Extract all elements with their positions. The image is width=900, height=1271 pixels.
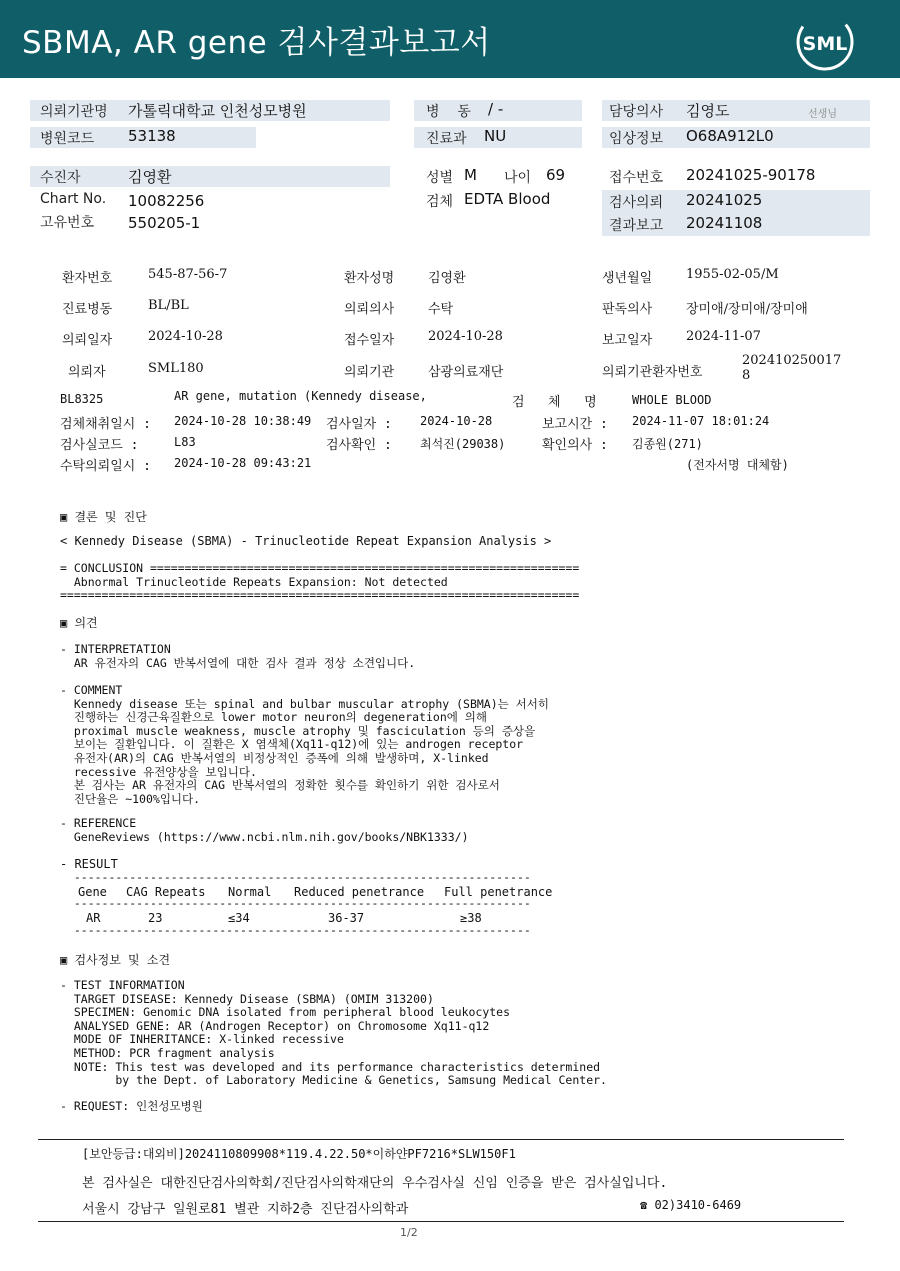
result-rule-mid: ------------------------------------------------------------------: [60, 896, 531, 910]
detail-value: 2024-10-28: [148, 329, 223, 344]
sml-logo: [795, 12, 855, 72]
reference-block: [60, 817, 469, 844]
receipt-value: 20241025-90178: [686, 166, 816, 184]
comment-line: 유전자(AR)의 CAG 반복서열의 비정상적인 증폭에 의해 발생하며, X-linked: [60, 750, 489, 765]
detail-value: SML180: [148, 361, 204, 376]
detail-label: 의뢰기관환자번호: [602, 365, 703, 380]
patient-label: 수진자: [40, 170, 81, 186]
chart-value: 10082256: [128, 192, 205, 210]
security-line: [보안등급:대외비]2024110809908*119.4.22.50*이하얀PF7216*SLW150F1: [82, 1147, 516, 1161]
footer-divider-top: [38, 1139, 844, 1140]
patient-value: 김영환: [128, 168, 172, 186]
comment-line: - COMMENT: [60, 683, 123, 697]
ward-value: / -: [488, 100, 504, 118]
chart-label: Chart No.: [40, 191, 107, 207]
comment-block: [60, 684, 549, 806]
confirmdoc-label: 확인의사 :: [542, 438, 608, 453]
age-label: 나이: [504, 170, 532, 186]
testinfo-line: ANALYSED GENE: AR (Androgen Receptor) on Chromosome Xq11-q12: [60, 1018, 490, 1033]
detail-label: 의뢰자: [68, 365, 106, 380]
doctor-label: 담당의사: [609, 104, 664, 120]
detail-label: 의뢰일자: [62, 333, 113, 348]
comment-line: recessive 유전양상을 보입니다.: [60, 764, 257, 779]
sex-value: M: [464, 166, 477, 184]
section-testinfo-heading: ▣ 검사정보 및 소견: [60, 953, 171, 967]
detail-label: 보고일자: [602, 333, 653, 348]
report-title-line: < Kennedy Disease (SBMA) - Trinucleotide Repeat Expansion Analysis >: [60, 534, 552, 548]
conclusion-block: [60, 562, 579, 603]
interpretation-block: [60, 643, 415, 670]
age-value: 69: [546, 166, 566, 184]
comment-line: proximal muscle weakness, muscle atrophy 및 fasciculation 등의 증상을: [60, 723, 536, 738]
detail-value: 삼광의료재단: [428, 365, 504, 380]
unique-value: 550205-1: [128, 214, 201, 232]
reference-line: GeneReviews (https://www.ncbi.nlm.nih.gov/books/NBK1333/): [60, 829, 469, 844]
phone-line: ☎ 02)3410-6469: [640, 1198, 742, 1212]
consign-label: 수탁의뢰일시 :: [60, 459, 152, 474]
ward-label: 병 동: [426, 104, 471, 120]
detail-value: 장미애/장미애/장미애: [686, 302, 808, 317]
esign-note: (전자서명 대체함): [686, 458, 789, 472]
testinfo-line: MODE OF INHERITANCE: X-linked recessive: [60, 1032, 344, 1047]
result-cell-gene: AR: [86, 911, 101, 925]
testinfo-line: SPECIMEN: Genomic DNA isolated from peripheral blood leukocytes: [60, 1005, 511, 1020]
page-number: 1/2: [400, 1226, 418, 1239]
conclusion-line: Abnormal Trinucleotide Repeats Expansion: Not detected: [60, 574, 448, 589]
result-rule-bottom: ------------------------------------------------------------------: [60, 923, 531, 937]
confirm-label: 검사확인 :: [326, 438, 392, 453]
detail-value: 수탁: [428, 302, 454, 317]
detail-value: 2024-10-28: [428, 329, 503, 344]
footer-divider-bottom: [38, 1221, 844, 1222]
result-col-reduced: Reduced penetrance: [294, 885, 425, 899]
dept-value: NU: [484, 127, 507, 145]
dept-label: 진료과: [426, 131, 467, 147]
testinfo-line: by the Dept. of Laboratory Medicine & Genetics, Samsung Medical Center.: [60, 1073, 607, 1088]
code-label: 병원코드: [40, 131, 95, 147]
conclusion-line: ===========================================================================: [60, 588, 580, 603]
consign-value: 2024-10-28 09:43:21: [174, 456, 312, 470]
request-label: 검사의뢰: [609, 195, 664, 211]
result-cell-cag: 23: [148, 911, 163, 925]
detail-value: 8: [742, 368, 751, 383]
sex-label: 성별: [426, 170, 454, 186]
reporttime-value: 2024-11-07 18:01:24: [632, 414, 770, 428]
doctor-value: 김영도: [686, 102, 730, 120]
result-rule-top: ------------------------------------------------------------------: [60, 870, 531, 884]
comment-line: Kennedy disease 또는 spinal and bulbar muscular atrophy (SBMA)는 서서히: [60, 696, 549, 711]
report-title: SBMA, AR gene 검사결과보고서: [22, 25, 491, 61]
address-line: 서울시 강남구 일원로81 별관 지하2층 진단검사의학과: [82, 1202, 409, 1217]
testinfo-line: METHOD: PCR fragment analysis: [60, 1045, 275, 1060]
collect-label: 검체채취일시 :: [60, 417, 152, 432]
report-header: [0, 0, 900, 78]
clinical-value: O68A912L0: [686, 127, 774, 145]
specimen-label: 검체: [426, 194, 454, 210]
testinfo-block: [60, 979, 607, 1088]
detail-label: 환자성명: [344, 271, 395, 286]
collect-value: 2024-10-28 10:38:49: [174, 414, 312, 428]
labcode-label: 검사실코드 :: [60, 438, 139, 453]
detail-value: 545-87-56-7: [148, 267, 228, 282]
testinfo-line: TARGET DISEASE: Kennedy Disease (SBMA) (OMIM 313200): [60, 991, 434, 1006]
test-name: AR gene, mutation (Kennedy disease,: [174, 389, 427, 403]
inst-value: 가톨릭대학교 인천성모병원: [128, 102, 307, 120]
unique-label: 고유번호: [40, 215, 95, 231]
detail-label: 판독의사: [602, 302, 653, 317]
confirm-value: 최석진(29038): [420, 437, 506, 451]
test-code: BL8325: [60, 392, 104, 406]
request-value: 20241025: [686, 191, 763, 209]
labcode-value: L83: [174, 435, 196, 449]
report-value: 20241108: [686, 214, 763, 232]
comment-line: 본 검사는 AR 유전자의 CAG 반복서열의 정확한 횟수를 확인하기 위한 검사로서: [60, 778, 500, 793]
result-cell-reduced: 36-37: [328, 911, 365, 925]
detail-value: 202410250017: [742, 353, 842, 368]
specimen-value: EDTA Blood: [464, 190, 551, 208]
detail-label: 접수일자: [344, 333, 395, 348]
testinfo-line: - TEST INFORMATION: [60, 978, 185, 992]
reporttime-label: 보고시간 :: [542, 417, 608, 432]
reference-line: - REFERENCE: [60, 816, 137, 830]
certification-line: 본 검사실은 대한진단검사의학회/진단검사의학재단의 우수검사실 신임 인증을 받은 검사실입니다.: [82, 1176, 668, 1191]
detail-label: 의뢰의사: [344, 302, 395, 317]
detail-value: 김영환: [428, 271, 466, 286]
clinical-label: 임상정보: [609, 131, 664, 147]
code-value: 53138: [128, 127, 176, 145]
interpretation-line: AR 유전자의 CAG 반복서열에 대한 검사 결과 정상 소견입니다.: [60, 655, 416, 670]
result-col-full: Full penetrance: [444, 885, 553, 899]
detail-label: 생년월일: [602, 271, 653, 286]
result-col-gene: Gene: [78, 885, 107, 899]
inst-label: 의뢰기관명: [40, 104, 108, 120]
testdate-value: 2024-10-28: [420, 414, 493, 428]
section-conclusion-heading: ▣ 결론 및 진단: [60, 510, 147, 524]
detail-value: 2024-11-07: [686, 329, 761, 344]
result-heading: - RESULT: [60, 857, 118, 871]
detail-label: 환자번호: [62, 271, 113, 286]
patient-box: [30, 166, 390, 187]
detail-label: 진료병동: [62, 302, 113, 317]
result-cell-normal: ≤34: [228, 911, 250, 925]
section-opinion-heading: ▣ 의견: [60, 616, 98, 630]
testdate-label: 검사일자 :: [326, 417, 392, 432]
doctor-suffix: 선생님: [808, 109, 837, 120]
result-col-cag: CAG Repeats: [126, 885, 206, 899]
report-label: 결과보고: [609, 218, 664, 234]
logo-text: SML: [802, 33, 848, 55]
specimen-name-label: 검 체 명: [512, 395, 597, 410]
detail-value: 1955-02-05/M: [686, 267, 779, 282]
detail-value: BL/BL: [148, 298, 189, 313]
request-line: - REQUEST: 인천성모병원: [60, 1099, 203, 1113]
receipt-label: 접수번호: [609, 170, 664, 186]
interpretation-line: - INTERPRETATION: [60, 642, 171, 656]
detail-label: 의뢰기관: [344, 365, 395, 380]
comment-line: 진단율은 ~100%입니다.: [60, 791, 201, 806]
testinfo-line: NOTE: This test was developed and its performance characteristics determined: [60, 1059, 601, 1074]
comment-line: 진행하는 신경근육질환으로 lower motor neuron의 degeneration에 의해: [60, 710, 487, 725]
comment-line: 보이는 질환입니다. 이 질환은 X 염색체(Xq11-q12)에 있는 androgen receptor: [60, 737, 524, 752]
result-col-normal: Normal: [228, 885, 272, 899]
confirmdoc-value: 김종원(271): [632, 437, 703, 451]
result-cell-full: ≥38: [460, 911, 482, 925]
conclusion-line: = CONCLUSION ==============================================================: [60, 561, 580, 575]
specimen-name-value: WHOLE BLOOD: [632, 393, 712, 407]
